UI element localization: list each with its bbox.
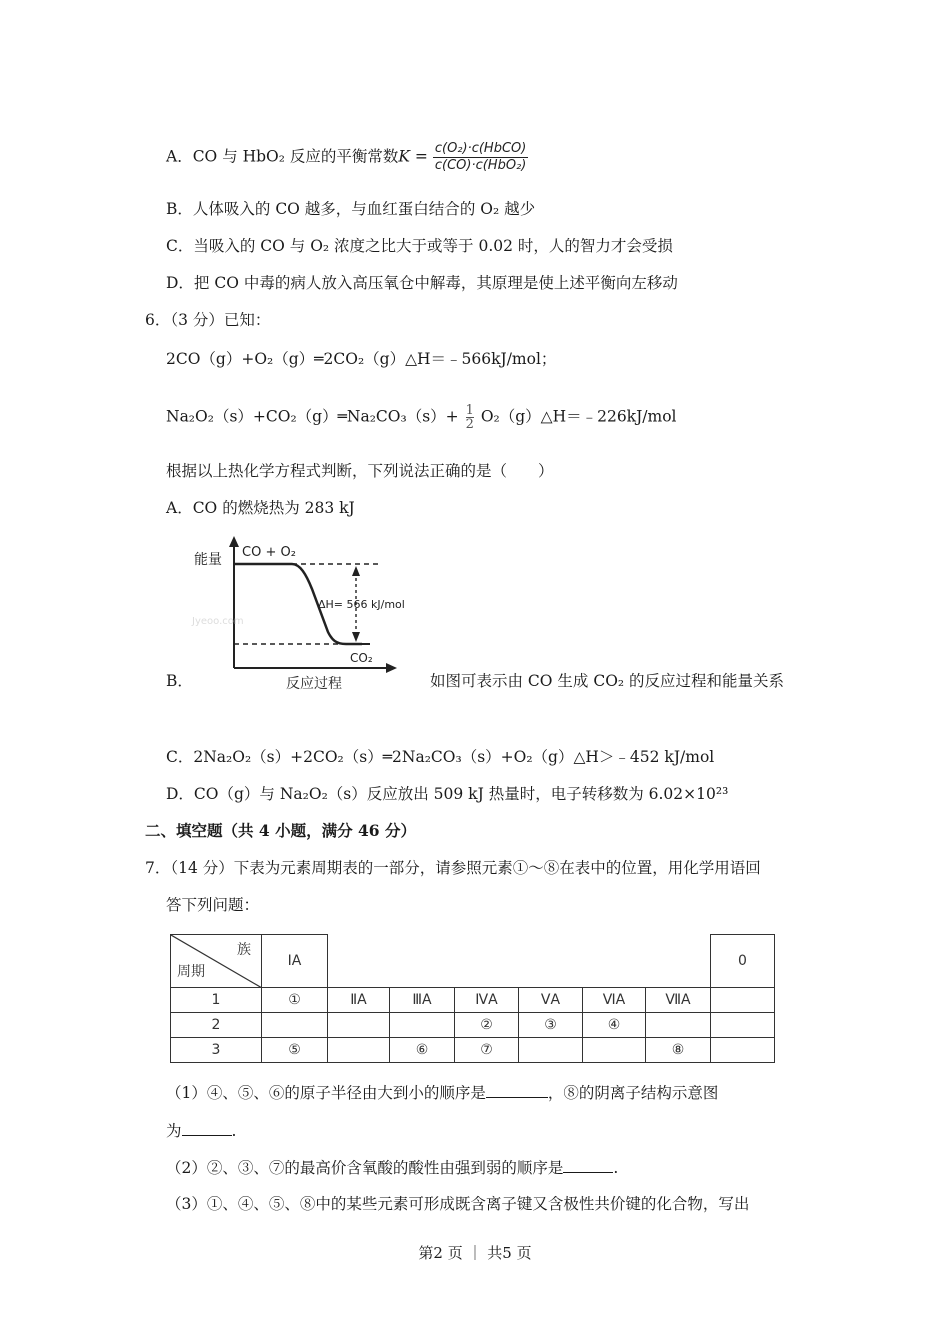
table-gap-top: [328, 935, 711, 988]
group-via-header: ⅥA: [583, 988, 646, 1013]
table-cell: [328, 1038, 390, 1063]
one-half-fraction: [466, 404, 474, 431]
x-axis-arrow: [386, 663, 397, 673]
table-cell: [328, 1013, 390, 1038]
table-cell: [711, 1013, 775, 1038]
table-corner-cell: [171, 935, 262, 988]
q5-option-d: D．把 CO 中毒的病人放入高压氧仓中解毒，其原理是使上述平衡向左移动: [166, 274, 678, 292]
q7-sub-1-text-b: ，⑧的阴离子结构示意图: [547, 1084, 719, 1102]
q7-sub-1-text-c: 为: [166, 1122, 182, 1140]
group-ia-header: ⅠA: [262, 935, 328, 988]
answer-blank[interactable]: [486, 1083, 548, 1098]
group-iiia-header: ⅢA: [390, 988, 455, 1013]
product-label: CO₂: [350, 651, 373, 665]
q7-sub-1-cont: [166, 1120, 236, 1142]
half-denominator: 2: [465, 417, 474, 432]
q7-sub-2-text-b: .: [613, 1159, 619, 1177]
watermark: Jyeoo.com: [192, 616, 244, 627]
q7-sub-3: （3）①、④、⑤、⑧中的某些元素可形成既含离子键又含极性共价键的化合物，写出: [166, 1195, 750, 1213]
answer-blank[interactable]: [563, 1158, 613, 1173]
q6-option-b-label: B．: [166, 672, 193, 690]
group-va-header: ⅤA: [519, 988, 583, 1013]
q5-option-a-text: A．CO 与 HbO₂ 反应的平衡常数: [166, 147, 399, 166]
equilibrium-constant-fraction: [433, 141, 529, 174]
element-2-cell: ②: [455, 1013, 519, 1038]
period-2: 2: [171, 1013, 262, 1038]
q6-option-d: D．CO（g）与 Na₂O₂（s）反应放出 509 kJ 热量时，电子转移数为 6.02×10²³: [166, 785, 729, 803]
corner-period-label: 周期: [177, 964, 205, 980]
reactant-label: CO + O₂: [242, 545, 296, 560]
page-footer: 第2 页 ｜ 共5 页: [418, 1244, 532, 1262]
table-cell: [262, 1013, 328, 1038]
q6-question: 根据以上热化学方程式判断，下列说法正确的是（ ）: [166, 462, 554, 480]
element-7-cell: ⑦: [455, 1038, 519, 1063]
energy-diagram: [190, 534, 450, 694]
q6-header: 6．（3 分）已知：: [145, 311, 271, 329]
period-1-group-0: [711, 988, 775, 1013]
q6-option-b-text: 如图可表示由 CO 生成 CO₂ 的反应过程和能量关系: [430, 672, 785, 690]
q5-option-b: B．人体吸入的 CO 越多，与血红蛋白结合的 O₂ 越少: [166, 200, 536, 218]
q6-option-a: A．CO 的燃烧热为 283 kJ: [166, 499, 355, 517]
element-8-cell: ⑧: [646, 1038, 711, 1063]
fraction-numerator: c(O₂)·c(HbCO): [434, 141, 527, 156]
answer-blank[interactable]: [182, 1121, 232, 1136]
table-cell: [646, 1013, 711, 1038]
group-iia-header: ⅡA: [328, 988, 390, 1013]
group-iva-header: ⅣA: [455, 988, 519, 1013]
element-6-cell: ⑥: [390, 1038, 455, 1063]
period-3: 3: [171, 1038, 262, 1063]
fraction-denominator: c(CO)·c(HbO₂): [434, 158, 527, 173]
y-axis-label: 能量: [194, 552, 222, 568]
q5-option-c: C．当吸入的 CO 与 O₂ 浓度之比大于或等于 0.02 时，人的智力才会受损: [166, 237, 673, 255]
q7-sub-1: [166, 1082, 718, 1104]
half-numerator: 1: [465, 403, 474, 418]
x-axis-label: 反应过程: [286, 676, 342, 692]
element-4-cell: ④: [583, 1013, 646, 1038]
period-1: 1: [171, 988, 262, 1013]
table-cell: [519, 1038, 583, 1063]
table-cell: [711, 1038, 775, 1063]
delta-h-label: ΔH= 566 kJ/mol: [318, 598, 405, 611]
table-cell: [583, 1038, 646, 1063]
element-5-cell: ⑤: [262, 1038, 328, 1063]
element-3-cell: ③: [519, 1013, 583, 1038]
q6-equation-2-left: Na₂O₂（s）+CO₂（g）═Na₂CO₃（s）+: [166, 407, 459, 426]
group-viia-header: ⅦA: [646, 988, 711, 1013]
group-0-header: 0: [711, 935, 775, 988]
q6-equation-1: 2CO（g）+O₂（g）═2CO₂（g）△H＝﹣566kJ/mol；: [166, 350, 557, 368]
q6-equation-2-right: O₂（g）△H＝﹣226kJ/mol: [480, 407, 677, 426]
q7-header-line-2: 答下列问题：: [166, 896, 260, 914]
q5-option-a: [166, 141, 528, 174]
equilibrium-constant-symbol: K =: [398, 147, 428, 166]
q7-sub-1-text-a: （1）④、⑤、⑥的原子半径由大到小的顺序是: [166, 1084, 486, 1102]
q6-equation-2: [166, 404, 677, 431]
y-axis-arrow: [229, 536, 239, 547]
delta-h-arrow-head-bottom: [352, 632, 360, 642]
periodic-table-fragment: [170, 934, 775, 1063]
q7-sub-2-text-a: （2）②、③、⑦的最高价含氧酸的酸性由强到弱的顺序是: [166, 1159, 564, 1177]
q7-sub-2: [166, 1157, 618, 1179]
table-cell: [390, 1013, 455, 1038]
corner-group-label: 族: [237, 942, 251, 958]
q6-option-c: C．2Na₂O₂（s）+2CO₂（s）═2Na₂CO₃（s）+O₂（g）△H＞﹣452 kJ/mol: [166, 748, 715, 766]
delta-h-arrow-head-top: [352, 566, 360, 576]
q7-header-line-1: 7．（14 分）下表为元素周期表的一部分，请参照元素①～⑧在表中的位置，用化学用语回: [145, 859, 761, 877]
element-1-cell: ①: [262, 988, 328, 1013]
section-title: 二、填空题（共 4 小题，满分 46 分）: [145, 821, 416, 840]
q7-sub-1-text-d: .: [231, 1122, 237, 1140]
